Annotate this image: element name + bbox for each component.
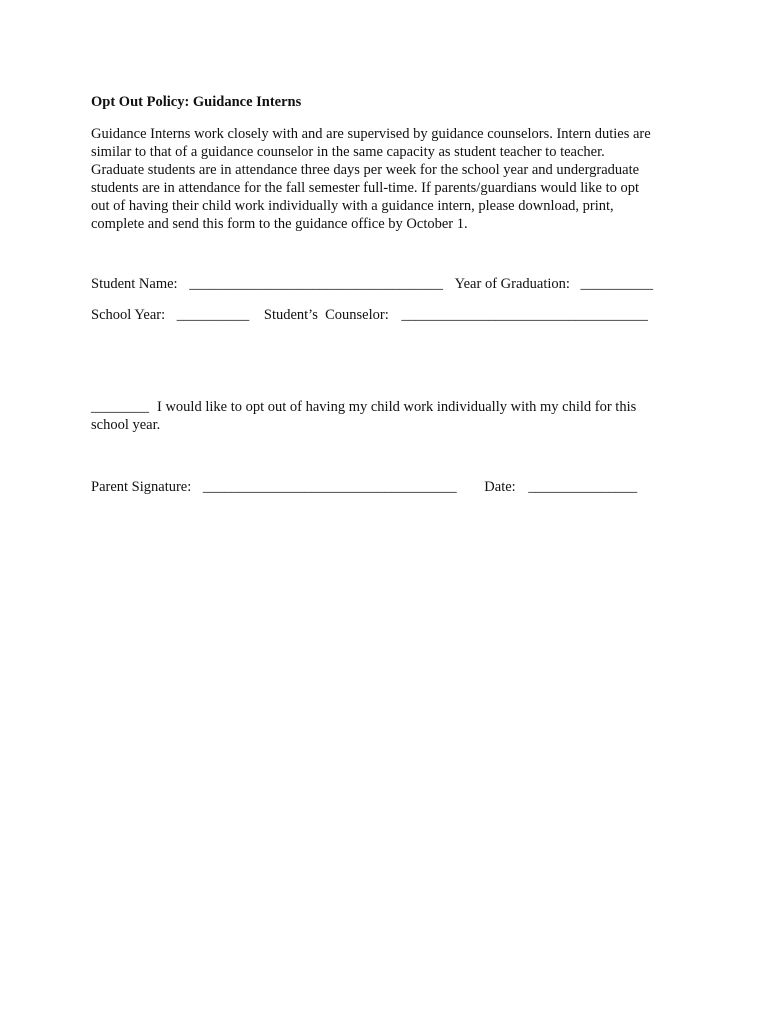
paragraph-line: Guidance Interns work closely with and are supervised by guidance counselors. Intern duties are bbox=[91, 126, 651, 142]
parent-signature-label: Parent Signature: bbox=[91, 479, 192, 495]
date-field[interactable]: _______________ bbox=[528, 479, 638, 495]
document-title: Opt Out Policy: Guidance Interns bbox=[91, 94, 302, 110]
student-name-field[interactable]: ___________________________________ bbox=[189, 276, 443, 292]
school-year-label: School Year: bbox=[91, 307, 166, 323]
student-name-label: Student Name: bbox=[91, 276, 178, 292]
school-info-row bbox=[91, 306, 648, 324]
paragraph-line: students are in attendance for the fall semester full-time. If parents/guardians would like to opt bbox=[91, 180, 640, 196]
paragraph-line: out of having their child work individually with a guidance intern, please download, print, bbox=[91, 198, 614, 214]
school-year-field[interactable]: __________ bbox=[176, 307, 250, 323]
signature-row bbox=[91, 478, 637, 496]
student-info-row bbox=[91, 275, 653, 293]
year-of-graduation-field[interactable]: __________ bbox=[580, 276, 654, 292]
students-counselor-label: Student’s Counselor: bbox=[263, 307, 389, 323]
year-of-graduation-label: Year of Graduation: bbox=[454, 276, 570, 292]
opt-out-text-continued: school year. bbox=[91, 417, 161, 433]
students-counselor-field[interactable]: __________________________________ bbox=[401, 307, 648, 323]
paragraph-line: similar to that of a guidance counselor in the same capacity as student teacher to teacher. bbox=[91, 144, 605, 160]
paragraph-line: complete and send this form to the guidance office by October 1. bbox=[91, 216, 468, 232]
paragraph-line: Graduate students are in attendance three days per week for the school year and undergraduate bbox=[91, 162, 640, 178]
parent-signature-field[interactable]: ___________________________________ bbox=[202, 479, 457, 495]
date-label: Date: bbox=[484, 479, 516, 495]
policy-paragraph bbox=[91, 125, 691, 233]
opt-out-text: I would like to opt out of having my child work individually with my child for this bbox=[157, 399, 637, 415]
opt-out-checkbox-blank[interactable]: ________ bbox=[91, 399, 149, 415]
opt-out-statement bbox=[91, 398, 636, 434]
